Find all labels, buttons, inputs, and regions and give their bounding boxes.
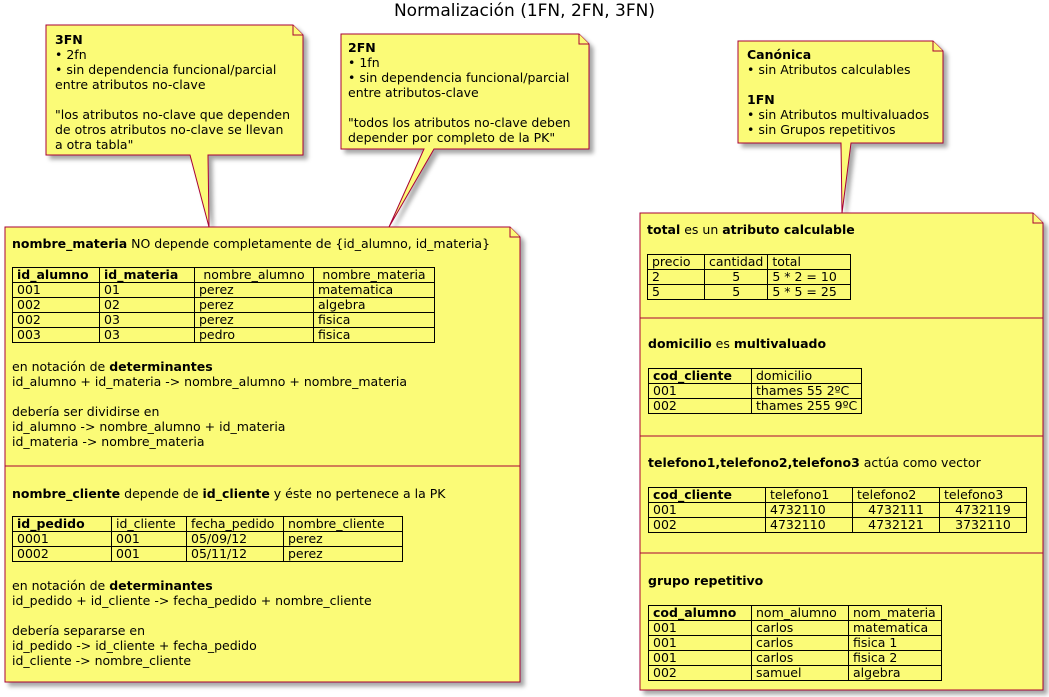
table-row — [648, 270, 851, 285]
table-header-cell: id_pedido — [13, 517, 112, 532]
table-cell: fisica — [314, 313, 435, 328]
table-cell: 03 — [100, 313, 195, 328]
determinants-expression: id_pedido + id_cliente -> fecha_pedido + nombre_cliente — [12, 593, 372, 608]
table-alumno-materia — [12, 267, 435, 343]
table-header-cell: total — [768, 255, 851, 270]
table-cell: 4732111 — [853, 503, 940, 518]
section-heading: total es un atributo calculable — [647, 222, 855, 237]
table-cell: 001 — [649, 503, 766, 518]
table-cell: 001 — [649, 621, 752, 636]
table-header-cell: telefono3 — [940, 488, 1027, 503]
table-header-cell: nombre_alumno — [195, 268, 314, 283]
split-line: id_cliente -> nombre_cliente — [12, 653, 192, 668]
table-row — [649, 384, 862, 399]
table-cell: 01 — [100, 283, 195, 298]
right-note-section-grupo-repetitivo — [648, 573, 942, 681]
table-cell: pedro — [195, 328, 314, 343]
section-heading: nombre_cliente depende de id_cliente y éste no pertenece a la PK — [12, 486, 446, 501]
table-cell: perez — [195, 283, 314, 298]
right-note-section-vector — [648, 455, 1027, 533]
table-cell: perez — [195, 313, 314, 328]
table-cell: algebra — [849, 666, 942, 681]
note-1fn-heading: 1FN — [747, 92, 775, 107]
left-note-section-3fn-example — [12, 486, 445, 668]
table-header-cell: cod_cliente — [649, 488, 766, 503]
table-cell: thames 55 2ºC — [752, 384, 862, 399]
table-header-cell: id_materia — [100, 268, 195, 283]
table-cell: 0002 — [13, 547, 112, 562]
table-row — [649, 518, 1027, 533]
table-cell: 002 — [649, 666, 752, 681]
split-line: id_materia -> nombre_materia — [12, 434, 205, 449]
table-cell: carlos — [752, 651, 849, 666]
table-cell: fisica 1 — [849, 636, 942, 651]
split-line: id_alumno -> nombre_alumno + id_materia — [12, 419, 286, 434]
section-heading: telefono1,telefono2,telefono3 actúa como vector — [648, 455, 981, 470]
note-3fn-quote-line: a otra tabla" — [55, 137, 134, 152]
table-cell: 001 — [13, 283, 100, 298]
table-row — [649, 666, 942, 681]
table-header-row — [13, 517, 403, 532]
table-header-cell: id_cliente — [112, 517, 187, 532]
table-header-cell: domicilio — [752, 369, 862, 384]
table-header-row — [649, 488, 1027, 503]
table-cell: 001 — [112, 532, 187, 547]
table-cell: perez — [195, 298, 314, 313]
table-cell: 05/09/12 — [187, 532, 284, 547]
table-cell: 4732110 — [766, 518, 853, 533]
note-2fn-quote-line: depender por completo de la PK" — [348, 130, 556, 145]
section-heading: grupo repetitivo — [648, 573, 764, 588]
note-2fn-bullet: • 1fn — [348, 55, 380, 70]
table-row — [13, 547, 403, 562]
table-row — [649, 651, 942, 666]
determinants-label: en notación de determinantes — [12, 359, 213, 374]
table-row — [13, 298, 435, 313]
table-cell: 001 — [112, 547, 187, 562]
table-cell: 5 * 2 = 10 — [768, 270, 851, 285]
table-cell: 3732110 — [940, 518, 1027, 533]
note-3fn-bullet: • 2fn — [55, 47, 87, 62]
note-3fn-quote-line: de otros atributos no-clave se llevan — [55, 122, 284, 137]
note-3fn-bullet: • sin dependencia funcional/parcial — [55, 62, 277, 77]
note-canonica-bullet: • sin Atributos calculables — [747, 62, 911, 77]
table-header-cell: nombre_materia — [314, 268, 435, 283]
table-cell: matematica — [314, 283, 435, 298]
table-cell: 4732110 — [766, 503, 853, 518]
table-cell: 002 — [649, 518, 766, 533]
table-cell: 4732121 — [853, 518, 940, 533]
table-row — [13, 328, 435, 343]
table-cell: carlos — [752, 621, 849, 636]
determinants-label: en notación de determinantes — [12, 578, 213, 593]
split-intro: debería ser dividirse en — [12, 404, 160, 419]
table-alumnos-materias — [648, 605, 942, 681]
table-cell: 2 — [648, 270, 705, 285]
note-3fn — [55, 32, 290, 152]
note-2fn — [348, 40, 571, 145]
table-header-row — [13, 268, 435, 283]
table-cell: fisica — [314, 328, 435, 343]
split-line: id_pedido -> id_cliente + fecha_pedido — [12, 638, 257, 653]
table-cell: 0001 — [13, 532, 112, 547]
table-header-row — [649, 606, 942, 621]
section-heading: domicilio es multivaluado — [648, 336, 827, 351]
table-header-cell: fecha_pedido — [187, 517, 284, 532]
table-header-cell: nom_alumno — [752, 606, 849, 621]
note-canonica-heading: Canónica — [747, 47, 812, 62]
table-header-row — [649, 369, 862, 384]
note-2fn-bullet: • sin dependencia funcional/parcial — [348, 70, 570, 85]
table-cell: thames 255 9ºC — [752, 399, 862, 414]
table-cell: 002 — [13, 298, 100, 313]
table-header-cell: cod_cliente — [649, 369, 752, 384]
note-2fn-quote-line: "todos los atributos no-clave deben — [348, 115, 571, 130]
note-2fn-continuation: entre atributos-clave — [348, 85, 479, 100]
table-row — [13, 283, 435, 298]
table-cell: samuel — [752, 666, 849, 681]
table-cell: 02 — [100, 298, 195, 313]
left-note-section-2fn-example — [12, 236, 490, 449]
table-pedido-cliente — [12, 516, 403, 562]
table-header-cell: cod_alumno — [649, 606, 752, 621]
table-cell: 5 — [705, 285, 768, 300]
section-heading: nombre_materia NO depende completamente de {id_alumno, id_materia} — [12, 236, 491, 251]
table-cell: 5 — [648, 285, 705, 300]
table-header-cell: id_alumno — [13, 268, 100, 283]
split-intro: debería separarse en — [12, 623, 146, 638]
note-1fn-bullet: • sin Atributos multivaluados — [747, 107, 930, 122]
table-header-row — [648, 255, 851, 270]
table-cell: matematica — [849, 621, 942, 636]
table-cell: 003 — [13, 328, 100, 343]
table-header-cell: nom_materia — [849, 606, 942, 621]
note-1fn-bullet: • sin Grupos repetitivos — [747, 122, 896, 137]
table-header-cell: cantidad — [705, 255, 768, 270]
table-row — [13, 313, 435, 328]
note-3fn-heading: 3FN — [55, 32, 83, 47]
table-header-cell: telefono2 — [853, 488, 940, 503]
table-header-cell: precio — [648, 255, 705, 270]
table-row — [13, 532, 403, 547]
table-cell: 5 — [705, 270, 768, 285]
table-cell: 05/11/12 — [187, 547, 284, 562]
table-row — [649, 621, 942, 636]
table-cell: 002 — [649, 399, 752, 414]
table-cell: 001 — [649, 651, 752, 666]
table-cell: perez — [284, 532, 403, 547]
table-telefonos — [648, 487, 1027, 533]
table-cell: algebra — [314, 298, 435, 313]
table-cell: 001 — [649, 384, 752, 399]
table-cell: 002 — [13, 313, 100, 328]
table-header-cell: nombre_cliente — [284, 517, 403, 532]
table-row — [649, 503, 1027, 518]
table-cell: 001 — [649, 636, 752, 651]
note-canonica — [747, 47, 929, 137]
note-3fn-continuation: entre atributos no-clave — [55, 77, 206, 92]
table-row — [649, 636, 942, 651]
table-domicilio — [648, 368, 862, 414]
table-row — [649, 399, 862, 414]
right-note-section-calculable — [647, 222, 855, 300]
table-cell: 4732119 — [940, 503, 1027, 518]
table-cell: 03 — [100, 328, 195, 343]
table-cell: fisica 2 — [849, 651, 942, 666]
table-cell: carlos — [752, 636, 849, 651]
table-cell: 5 * 5 = 25 — [768, 285, 851, 300]
table-cell: perez — [284, 547, 403, 562]
table-precio-cantidad — [647, 254, 851, 300]
table-row — [648, 285, 851, 300]
table-header-cell: telefono1 — [766, 488, 853, 503]
right-note-section-multivaluado — [648, 336, 862, 414]
note-2fn-heading: 2FN — [348, 40, 376, 55]
determinants-expression: id_alumno + id_materia -> nombre_alumno + nombre_materia — [12, 374, 408, 389]
diagram-title: Normalización (1FN, 2FN, 3FN) — [393, 1, 656, 21]
note-3fn-quote-line: "los atributos no-clave que dependen — [55, 107, 291, 122]
